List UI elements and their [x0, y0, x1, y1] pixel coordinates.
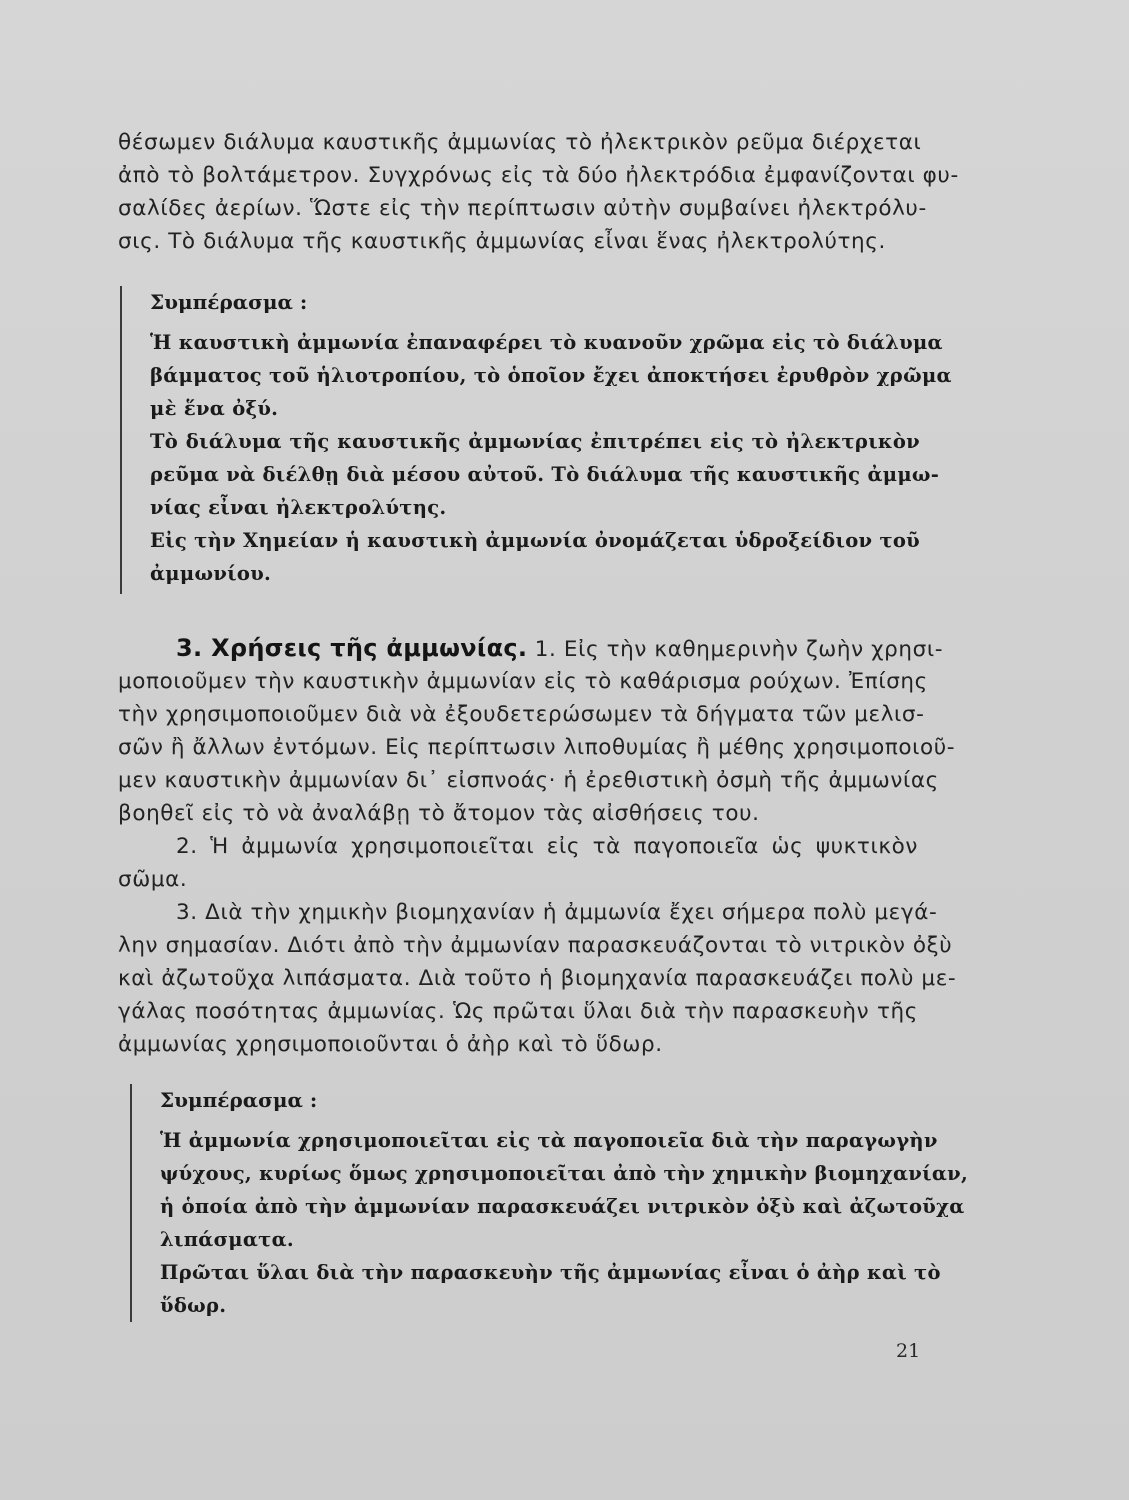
page-number: 21 — [896, 1340, 921, 1362]
conclusion-heading: Συμπέρασμα : — [150, 290, 308, 314]
paragraph-line: σῶν ἢ ἄλλων ἐντόμων. Εἰς περίπτωσιν λιποθυμίας ἢ μέθης χρησιμοποιοῦ- — [118, 735, 956, 760]
paragraph-line: θέσωμεν διάλυμα καυστικῆς ἀμμωνίας τὸ ἠλεκτρικὸν ρεῦμα διέρχεται — [118, 130, 922, 155]
paragraph-line: 2. Ἡ ἀμμωνία χρησιμοποιεῖται εἰς τὰ παγοποιεῖα ὡς ψυκτικὸν — [176, 834, 918, 859]
paragraph-line: ἀμμωνίας χρησιμοποιοῦνται ὁ ἀὴρ καὶ τὸ ὕδωρ. — [118, 1032, 663, 1057]
paragraph-line: σαλίδες ἀερίων. Ὥστε εἰς τὴν περίπτωσιν αὐτὴν συμβαίνει ἠλεκτρόλυ- — [118, 196, 927, 221]
conclusion-line: ὕδωρ. — [160, 1294, 227, 1317]
paragraph-line: σις. Τὸ διάλυμα τῆς καυστικῆς ἀμμωνίας εἶναι ἕνας ἠλεκτρολύτης. — [118, 229, 886, 254]
conclusion-line: μὲ ἕνα ὀξύ. — [150, 397, 279, 420]
conclusion-line: βάμματος τοῦ ἡλιοτροπίου, τὸ ὁποῖον ἔχει ἀποκτήσει ἐρυθρὸν χρῶμα — [150, 364, 952, 387]
paragraph-line: τὴν χρησιμοποιοῦμεν διὰ νὰ ἐξουδετερώσωμεν τὰ δήγματα τῶν μελισ- — [118, 702, 925, 727]
conclusion-line: Ἡ ἀμμωνία χρησιμοποιεῖται εἰς τὰ παγοποιεῖα διὰ τὴν παραγωγὴν — [160, 1129, 938, 1152]
conclusion-line: ἀμμωνίου. — [150, 562, 272, 585]
paragraph-line: 3. Διὰ τὴν χημικὴν βιομηχανίαν ἡ ἀμμωνία ἔχει σήμερα πολὺ μεγά- — [176, 900, 938, 925]
conclusion-line: Εἰς τὴν Χημείαν ἡ καυστικὴ ἀμμωνία ὀνομάζεται ὑδροξείδιον τοῦ — [150, 529, 920, 552]
conclusion-line: ρεῦμα νὰ διέλθῃ διὰ μέσου αὐτοῦ. Τὸ διάλυμα τῆς καυστικῆς ἀμμω- — [150, 463, 940, 486]
conclusion-line: λιπάσματα. — [160, 1228, 294, 1251]
paragraph-line: σῶμα. — [118, 867, 188, 892]
top-paragraph — [118, 126, 959, 258]
conclusion-line: Πρῶται ὕλαι διὰ τὴν παρασκευὴν τῆς ἀμμωνίας εἶναι ὁ ἀὴρ καὶ τὸ — [160, 1261, 941, 1284]
paragraph-line: καὶ ἀζωτοῦχα λιπάσματα. Διὰ τοῦτο ἡ βιομηχανία παρασκευάζει πολὺ με- — [118, 966, 957, 991]
conclusion-line: Τὸ διάλυμα τῆς καυστικῆς ἀμμωνίας ἐπιτρέπει εἰς τὸ ἠλεκτρικὸν — [150, 430, 920, 453]
section-first-line — [118, 632, 944, 665]
paragraph-line: λην σημασίαν. Διότι ἀπὸ τὴν ἀμμωνίαν παρασκευάζονται τὸ νιτρικὸν ὀξὺ — [118, 933, 953, 958]
conclusion-line: Ἡ καυστικὴ ἀμμωνία ἐπαναφέρει τὸ κυανοῦν χρῶμα εἰς τὸ διάλυμα — [150, 331, 943, 354]
paragraph-line: ἀπὸ τὸ βολτάμετρον. Συγχρόνως εἰς τὰ δύο ἠλεκτρόδια ἐμφανίζονται φυ- — [118, 163, 959, 188]
section-title: 3. Χρήσεις τῆς ἀμμωνίας. — [176, 634, 528, 662]
paragraph-line: μοποιοῦμεν τὴν καυστικὴν ἀμμωνίαν εἰς τὸ καθάρισμα ρούχων. Ἐπίσης — [118, 669, 928, 694]
paragraph-line: μεν καυστικὴν ἀμμωνίαν δι᾽ εἰσπνοάς· ἡ ἐρεθιστικὴ ὀσμὴ τῆς ἀμμωνίας — [118, 768, 939, 793]
conclusion-line: νίας εἶναι ἠλεκτρολύτης. — [150, 496, 447, 519]
conclusion-line: ἡ ὁποία ἀπὸ τὴν ἀμμωνίαν παρασκευάζει νιτρικὸν ὀξὺ καὶ ἀζωτοῦχα — [160, 1195, 965, 1218]
paragraph-line: γάλας ποσότητας ἀμμωνίας. Ὡς πρῶται ὕλαι διὰ τὴν παρασκευὴν τῆς — [118, 999, 918, 1024]
paragraph-line: βοηθεῖ εἰς τὸ νὰ ἀναλάβῃ τὸ ἄτομον τὰς αἰσθήσεις του. — [118, 801, 760, 826]
conclusion-heading: Συμπέρασμα : — [160, 1088, 318, 1112]
conclusion-box-1 — [120, 286, 952, 594]
section-3 — [118, 632, 957, 1061]
conclusion-box-2 — [130, 1084, 969, 1322]
conclusion-line: ψύχους, κυρίως ὅμως χρησιμοποιεῖται ἀπὸ τὴν χημικὴν βιομηχανίαν, — [160, 1162, 969, 1185]
section-first-line-text: 1. Εἰς τὴν καθημερινὴν ζωὴν χρησι- — [527, 637, 944, 662]
